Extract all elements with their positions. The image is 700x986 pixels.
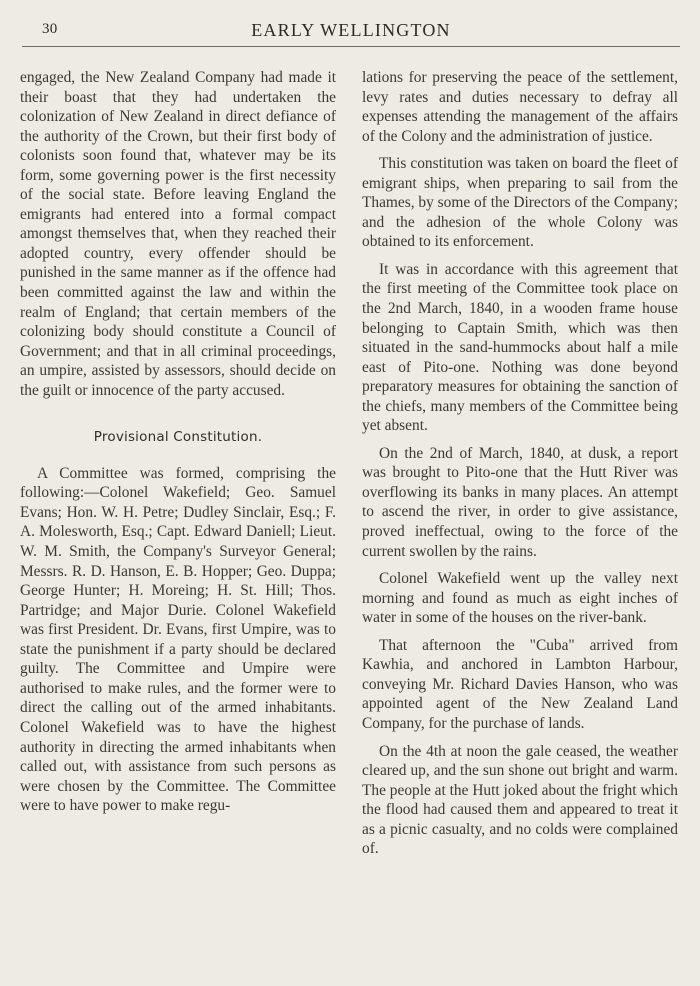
page-number: 30 [42, 21, 58, 37]
right-column [362, 68, 678, 867]
paragraph: That afternoon the "Cuba" arrived from Kawhia, and anchored in Lambton Harbour, conveying Mr. Richard Davies Hanson, who was appointed agent of the New Zealand Land Company, for the purchase of lands. [362, 636, 678, 732]
paragraph: On the 2nd of March, 1840, at dusk, a report was brought to Pito-one that the Hutt River was overflowing its banks in many places. An attempt to ascend the river, in order to give assistance, proved ineffectual, owing to the force of the current swollen by the rains. [362, 444, 678, 560]
paragraph: lations for preserving the peace of the settlement, levy rates and duties necessary to defray all expenses attending the management of the affairs of the Colony and the administration of justice. [362, 69, 678, 145]
paragraph: Colonel Wakefield went up the valley next morning and found as much as eight inches of water in some of the houses on the river-bank. [362, 570, 678, 627]
paragraph: On the 4th at noon the gale ceased, the weather cleared up, and the sun shone out bright and warm. The people at the Hutt joked about the fright which the flood had caused them and appeared to treat it as a picnic casualty, and no colds were complained of. [362, 742, 678, 858]
left-column [20, 68, 336, 824]
section-heading: Provisional Constitution. [93, 429, 263, 446]
running-head-title: EARLY WELLINGTON [251, 20, 451, 40]
page-header [22, 20, 680, 47]
paragraph: It was in accordance with this agreement that the first meeting of the Committee took place on the 2nd March, 1840, in a wooden frame house belonging to Captain Smith, which was then situated in the sand-hummocks about half a mile east of Pito-one. Nothing was done beyond preparatory measures for obtaining the sanction of the chiefs, many members of the Committee being yet absent. [362, 260, 678, 435]
paragraph: This constitution was taken on board the fleet of emigrant ships, when preparing to sail from the Thames, by some of the Directors of the Company; and the adhesion of the whole Colony was obtained to its enforcement. [362, 155, 678, 251]
paragraph: A Committee was formed, comprising the following:—Colonel Wakefield; Geo. Samuel Evans; Hon. W. H. Petre; Dudley Sinclair, Esq.; F. A. Molesworth, Esq.; Capt. Edward Daniell; Lieut. W. M. Smith, the Company's Surveyor General; Messrs. R. D. Hanson, E. B. Hopper; Geo. Duppa; George Hunter; H. Moreing; H. St. Hill; Thos. Partridge; and Major Durie. Colonel Wakefield was first President. Dr. Evans, first Umpire, was to state the punishment if a party should be declared guilty. The Committee and Umpire were authorised to make rules, and the former were to direct the calling out of the armed inhabitants. Colonel Wakefield was to have the highest authority in directing the armed inhabitants when called out, with assistance from such persons as were chosen by the Committee. The Committee were to have power to make regu- [20, 464, 336, 815]
paragraph: engaged, the New Zealand Company had made it their boast that they had undertaken the colonization of New Zealand in direct defiance of the authority of the Crown, but their first body of colonists soon found that, whatever may be its form, some governing power is the first necessity of the social state. Before leaving England the emigrants had entered into a formal compact amongst themselves that, when they reached their adopted country, every offender should be punished in the same manner as if the offence had been committed against the law and within the realm of England; that certain members of the colonizing body should constitute a Council of Government; and that in all criminal proceedings, an umpire, assisted by assessors, should decide on the guilt or innocence of the party accused. [20, 69, 336, 399]
